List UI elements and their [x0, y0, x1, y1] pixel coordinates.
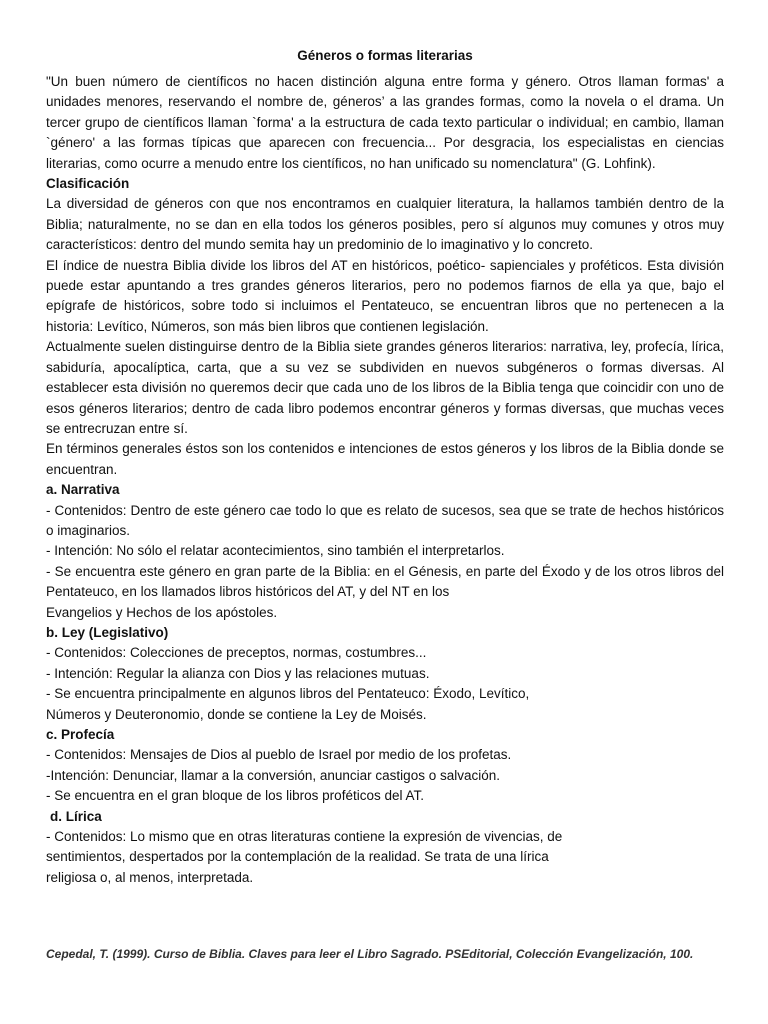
section-heading-narrativa: a. Narrativa — [46, 482, 120, 498]
narrativa-intencion: - Intención: No sólo el relatar acontecimientos, sino también el interpretarlos. — [46, 543, 505, 559]
ley-intencion: - Intención: Regular la alianza con Dios y las relaciones mutuas. — [46, 665, 430, 681]
profecia-contenidos: - Contenidos: Mensajes de Dios al pueblo de Israel por medio de los profetas. — [46, 747, 512, 763]
document-title: Géneros o formas literarias — [297, 48, 473, 63]
paragraph-diversity: La diversidad de géneros con que nos encontramos en cualquier literatura, la hallamos también dentro de la Biblia; naturalmente, no se dan en ella todos los géneros posibles, pero sí algunos muy comunes y otros muy característicos: dentro del mundo semita hay un predominio de lo imaginativo y lo concreto. — [46, 196, 724, 253]
narrativa-ubicacion-cont: Evangelios y Hechos de los apóstoles. — [46, 604, 278, 620]
section-heading-profecia: c. Profecía — [46, 727, 115, 742]
intro-quote: "Un buen número de científicos no hacen distinción alguna entre forma y género. Otros llaman formas' a unidades menores, reservando el nombre de, géneros’ a las grandes formas, como la novela o el drama. Un tercer grupo de científicos llaman `forma' a la estructura de cada texto particular o individual; en cambio, llaman `género' a las formas típicas que aparecen con frecuencia... Por desgracia, los especialistas en ciencias literarias, como ocurre a menudo entre los científicos, no han unificado su nomenclatura" (G. Lohfink). — [46, 74, 724, 171]
section-heading-ley: b. Ley (Legislativo) — [46, 624, 169, 640]
paragraph-index: El índice de nuestra Biblia divide los libros del AT en históricos, poético- sapienciales y proféticos. Esta división puede estar apuntando a tres grandes géneros literarios, pero no podemos fiarnos de ella ya que, bajo el epígrafe de históricos, sobre todo si incluimos el Pentateuco, se encuentran libros que no pertenecen a la historia: Levítico, Números, son más bien libros que contienen legislación. — [46, 257, 724, 334]
profecia-intencion: -Intención: Denunciar, llamar a la conversión, anunciar castigos o salvación. — [46, 767, 500, 783]
narrativa-contenidos: - Contenidos: Dentro de este género cae todo lo que es relato de sucesos, sea que se trate de hechos históricos o imaginarios. — [46, 502, 724, 538]
classification-heading: Clasificación — [46, 176, 130, 192]
narrativa-ubicacion: - Se encuentra este género en gran parte de la Biblia: en el Génesis, en parte del Éxodo y de los otros libros del Pentateuco, en los llamados libros históricos del AT, y del NT en los — [46, 563, 724, 600]
profecia-ubicacion: - Se encuentra en el gran bloque de los libros proféticos del AT. — [46, 788, 424, 804]
lirica-contenidos-cont: sentimientos, despertados por la contemplación de la realidad. Se trata de una lírica — [46, 849, 549, 865]
lirica-contenidos-end: religiosa o, al menos, interpretada. — [46, 869, 254, 885]
source-citation: Cepedal, T. (1999). Curso de Biblia. Claves para leer el Libro Sagrado. PSEditorial, Colección Evangelización, 100. — [46, 947, 694, 961]
ley-ubicacion-cont: Números y Deuteronomio, donde se contiene la Ley de Moisés. — [46, 706, 427, 722]
paragraph-seven-genres: Actualmente suelen distinguirse dentro de la Biblia siete grandes géneros literarios: narrativa, ley, profecía, lírica, sabiduría, apocalíptica, carta, que a su vez se subdividen en nuevos subgéneros o formas diversas. Al establecer esta división no queremos decir que cada uno de los libros de la Biblia tenga que coincidir con uno de esos géneros literarios; dentro de cada libro podemos encontrar géneros y formas diversas, que muchas veces se entrecruzan entre sí. — [46, 339, 724, 436]
section-heading-lirica: d. Lírica — [50, 808, 102, 824]
ley-contenidos: - Contenidos: Colecciones de preceptos, normas, costumbres... — [46, 645, 427, 661]
lirica-contenidos: - Contenidos: Lo mismo que en otras literaturas contiene la expresión de vivencias, de — [46, 829, 563, 845]
paragraph-overview: En términos generales éstos son los contenidos e intenciones de estos géneros y los libros de la Biblia donde se encuentran. — [46, 441, 724, 477]
ley-ubicacion: - Se encuentra principalmente en algunos libros del Pentateuco: Éxodo, Levítico, — [46, 686, 530, 702]
